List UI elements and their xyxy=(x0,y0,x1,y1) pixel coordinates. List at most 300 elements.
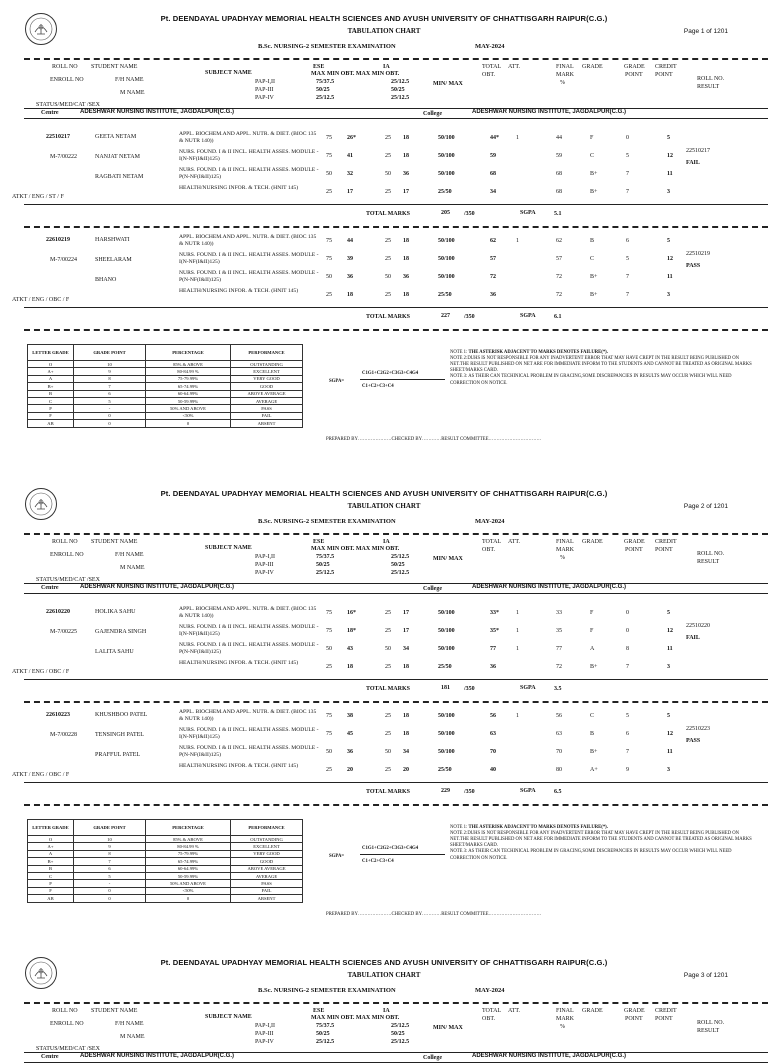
grade-point: 8 xyxy=(626,646,629,652)
centre-rule xyxy=(24,593,768,594)
enroll-no-header: ENROLL NO xyxy=(50,552,84,558)
credit-point: 11 xyxy=(667,171,673,177)
paper-label: PAP-IV xyxy=(255,95,274,101)
ia-header: IA xyxy=(383,1008,390,1014)
ia-max-marks: 25 xyxy=(385,628,391,634)
ese-max-marks: 75 xyxy=(326,610,332,616)
exam-name: B.Sc. NURSING-2 SEMESTER EXAMINATION xyxy=(258,987,396,994)
college-name: ADESHWAR NURSING INSTITUTE, JAGDALPUR(C.G.) xyxy=(472,109,627,115)
legend-row xyxy=(28,383,303,390)
total-obtained-marks: 33* xyxy=(490,610,499,616)
sgpa-formula-numerator: C1G1+C2G2+C3G3+C4G4 xyxy=(362,846,419,851)
sgpa-formula-denominator: C1+C2+C3+C4 xyxy=(362,384,394,389)
note-label: NOTE 1: xyxy=(450,350,468,355)
credit-point: 12 xyxy=(667,256,673,262)
college-name: ADESHWAR NURSING INSTITUTE, JAGDALPUR(C.G.) xyxy=(472,1053,627,1059)
legend-cell: F xyxy=(28,412,74,419)
ese-obtained-marks: 18* xyxy=(347,628,356,634)
student-name: GEETA NETAM xyxy=(95,134,137,140)
ese-obtained-marks: 36 xyxy=(347,274,353,280)
total-obtained-marks: 56 xyxy=(490,713,496,719)
student-enroll-no: M-7/00225 xyxy=(50,629,77,635)
legend-cell: 8 xyxy=(74,850,146,857)
ese-max-marks: 25 xyxy=(326,664,332,670)
tabulation-chart-title: TABULATION CHART xyxy=(347,971,421,979)
legend-cell: 80-84.99 % xyxy=(146,368,231,375)
ia-obtained-marks: 18 xyxy=(403,292,409,298)
paper-ese-range: 75/37.5 xyxy=(316,1023,335,1029)
mark-header: MARK xyxy=(556,547,575,553)
note-paragraph xyxy=(450,849,755,861)
subject-name: NURS. FOUND. I & II INCL. HEALTH ASSES. MODULE -P(N-NF(I&II)125) xyxy=(179,642,319,655)
ese-obtained-marks: 38 xyxy=(347,713,353,719)
legend-cell: VERY GOOD xyxy=(231,375,303,382)
subject-name: NURS. FOUND. I & II INCL. HEALTH ASSES. MODULE -I(N-NF(I&II)125) xyxy=(179,252,319,265)
legend-cell: OUTSTANDING xyxy=(231,836,303,843)
centre-name: ADESHWAR NURSING INSTITUTE, JAGDALPUR(C.G.) xyxy=(80,1053,235,1059)
legend-cell: - xyxy=(74,880,146,887)
roll-no-header: ROLL NO xyxy=(52,64,78,70)
father-name: NANJAT NETAM xyxy=(95,154,140,160)
final-header: FINAL xyxy=(556,539,574,545)
note-text: NOTE 2:DUHS IS NOT RESPONSIBLE FOR ANY INADVERTENT ERROR THAT MAY HAVE CREPT IN THE RESULT BEING PUBLISHED ON NET.THE RESULT PUBLISHED ON NET ARE FOR IMMEDIATE INFORM TO THE STUDENTS AND CANNOT BE TREATED AS ORIGINAL MARKS SHEET/MARKS CARD. xyxy=(450,356,752,374)
paper-ia-range: 25/12.5 xyxy=(391,554,410,560)
subject-name: APPL. BIOCHEM.AND APPL. NUTR. & DIET. (BIOC 135 & NUTR 140)) xyxy=(179,606,317,619)
ia-header: IA xyxy=(383,64,390,70)
total-marks-value: 181 xyxy=(441,685,450,691)
legend-cell: 0 xyxy=(146,420,231,427)
legend-row xyxy=(28,420,303,427)
min-max-marks: 50/100 xyxy=(438,628,455,634)
legend-cell: A xyxy=(28,375,74,382)
ia-max-marks: 50 xyxy=(385,749,391,755)
total-marks-label: TOTAL MARKS xyxy=(366,314,410,320)
legend-cell: A xyxy=(28,850,74,857)
legend-cell: 7 xyxy=(74,383,146,390)
legend-cell: B+ xyxy=(28,858,74,865)
legend-cell: ABSENT xyxy=(231,420,303,427)
pct-header: % xyxy=(560,555,565,561)
subject-name-header: SUBJECT NAME xyxy=(205,545,252,551)
legend-cell: 0 xyxy=(74,420,146,427)
ese-max-marks: 50 xyxy=(326,646,332,652)
result-status: PASS xyxy=(686,738,701,744)
sgpa-value: 6.5 xyxy=(554,789,562,795)
ia-max-marks: 25 xyxy=(385,153,391,159)
legend-cell: 50% AND ABOVE xyxy=(146,880,231,887)
final-header: FINAL xyxy=(556,64,574,70)
grade-point: 7 xyxy=(626,664,629,670)
legend-cell: 50% AND ABOVE xyxy=(146,405,231,412)
credit-point: 11 xyxy=(667,646,673,652)
father-name: GAJENDRA SINGH xyxy=(95,629,147,635)
university-name: Pt. DEENDAYAL UPADHYAY MEMORIAL HEALTH SCIENCES AND AYUSH UNIVERSITY OF CHHATTISGARH RAIPUR(C.G.) xyxy=(160,958,608,967)
ia-obtained-marks: 18 xyxy=(403,731,409,737)
legend-row xyxy=(28,850,303,857)
att-header: ATT. xyxy=(508,539,521,545)
legend-cell: 80-84.99 % xyxy=(146,843,231,850)
ia-obtained-marks: 18 xyxy=(403,713,409,719)
ia-max-marks: 25 xyxy=(385,189,391,195)
paper-label: PAP-I,II xyxy=(255,1023,275,1029)
subject-name: HEALTH/NURSING INFOR. & TECH. (HNIT 145) xyxy=(179,288,299,294)
min-max-marks: 25/50 xyxy=(438,292,452,298)
ia-obtained-marks: 36 xyxy=(403,171,409,177)
paper-ia-range: 25/12.5 xyxy=(391,1039,410,1045)
result-header: RESULT xyxy=(697,1028,720,1034)
ia-max-marks: 25 xyxy=(385,767,391,773)
subject-name: HEALTH/NURSING INFOR. & TECH. (HNIT 145) xyxy=(179,185,299,191)
legend-cell: 0 xyxy=(146,895,231,902)
note-paragraph xyxy=(450,374,755,386)
grade: B+ xyxy=(590,274,598,280)
paper-label: PAP-I,II xyxy=(255,79,275,85)
grade-point: 6 xyxy=(626,731,629,737)
min-max-marks: 25/50 xyxy=(438,767,452,773)
fh-name-header: F/H NAME xyxy=(115,1021,144,1027)
legend-row xyxy=(28,397,303,404)
ese-obtained-marks: 18 xyxy=(347,292,353,298)
total-obtained-marks: 34 xyxy=(490,189,496,195)
attempt-count: 1 xyxy=(516,238,519,244)
sgpa-label: SGPA xyxy=(520,313,536,319)
legend-cell: O xyxy=(28,836,74,843)
grade: F xyxy=(590,610,594,616)
grade: F xyxy=(590,628,594,634)
legend-cell: 60-64.99% xyxy=(146,865,231,872)
total-marks-max: /350 xyxy=(464,789,475,795)
student-status: ATKT / ENG / OBC / F xyxy=(12,669,70,675)
student-name: HARSHWATI xyxy=(95,237,130,243)
subject-name: NURS. FOUND. I & II INCL. HEALTH ASSES. MODULE -I(N-NF(I&II)125) xyxy=(179,727,319,740)
enroll-no-header: ENROLL NO xyxy=(50,1021,84,1027)
final-mark-percent: 80 xyxy=(556,767,562,773)
total-obtained-marks: 70 xyxy=(490,749,496,755)
total-header: TOTAL xyxy=(482,64,502,70)
ia-max-marks: 25 xyxy=(385,731,391,737)
signatures-line: PREPARED BY…………………CHECKED BY…………RESULT COMMITTEE…………………………… xyxy=(326,437,542,442)
min-max-marks: 50/100 xyxy=(438,646,455,652)
student-divider xyxy=(24,329,768,331)
ia-max-marks: 50 xyxy=(385,171,391,177)
mother-name: LALITA SAHU xyxy=(95,649,134,655)
ia-max-marks: 25 xyxy=(385,292,391,298)
legend-cell: PASS xyxy=(231,880,303,887)
ia-obtained-marks: 18 xyxy=(403,238,409,244)
grade-header: GRADE xyxy=(582,539,603,545)
paper-label: PAP-IV xyxy=(255,570,274,576)
student-name: KHUSHBOO PATEL xyxy=(95,712,148,718)
sgpa-value: 5.1 xyxy=(554,211,562,217)
total-obtained-marks: 44* xyxy=(490,135,499,141)
mark-header: MARK xyxy=(556,72,575,78)
total-obtained-marks: 62 xyxy=(490,238,496,244)
min-max-marks: 50/100 xyxy=(438,238,455,244)
obt-header: OBT. xyxy=(482,1016,496,1022)
student-enroll-no: M-7/00228 xyxy=(50,732,77,738)
ese-obtained-marks: 45 xyxy=(347,731,353,737)
sgpa-label: SGPA xyxy=(520,788,536,794)
legend-cell: 65-74.99% xyxy=(146,858,231,865)
ese-obtained-marks: 26* xyxy=(347,135,356,141)
ese-max-marks: 50 xyxy=(326,171,332,177)
min-max-marks: 50/100 xyxy=(438,153,455,159)
mother-name: RAGBATI NETAM xyxy=(95,174,144,180)
legend-cell: 85% & ABOVE xyxy=(146,361,231,368)
total-marks-label: TOTAL MARKS xyxy=(366,686,410,692)
total-marks-value: 227 xyxy=(441,313,450,319)
legend-cell: B xyxy=(28,390,74,397)
min-max-header: MIN/ MAX xyxy=(433,81,463,87)
grade-point: 6 xyxy=(626,238,629,244)
legend-cell: FAIL xyxy=(231,887,303,894)
legend-cell: 65-74.99% xyxy=(146,383,231,390)
attempt-count: 1 xyxy=(516,628,519,634)
min-max-header: MIN/ MAX xyxy=(433,556,463,562)
grade-point: 5 xyxy=(626,153,629,159)
ese-obtained-marks: 17 xyxy=(347,189,353,195)
legend-cell: AB xyxy=(28,895,74,902)
max-min-header: MAX MIN OBT. MAX MIN OBT. xyxy=(311,546,400,552)
credit-header: CREDIT xyxy=(655,1008,677,1014)
university-name: Pt. DEENDAYAL UPADHYAY MEMORIAL HEALTH SCIENCES AND AYUSH UNIVERSITY OF CHHATTISGARH RAIPUR(C.G.) xyxy=(160,489,608,498)
max-min-header: MAX MIN OBT. MAX MIN OBT. xyxy=(311,71,400,77)
grade-point-header-2: POINT xyxy=(625,1016,643,1022)
m-name-header: M NAME xyxy=(120,90,145,96)
legend-cell: 7 xyxy=(74,858,146,865)
ia-max-marks: 25 xyxy=(385,610,391,616)
father-name: SHEELARAM xyxy=(95,257,132,263)
subject-name: NURS. FOUND. I & II INCL. HEALTH ASSES. MODULE -P(N-NF(I&II)125) xyxy=(179,167,319,180)
student-name: HOLIKA SAHU xyxy=(95,609,136,615)
centre-label: Centre xyxy=(41,110,59,116)
sgpa-formula-label: SGPA= xyxy=(329,854,345,859)
exam-name: B.Sc. NURSING-2 SEMESTER EXAMINATION xyxy=(258,43,396,50)
ese-obtained-marks: 43 xyxy=(347,646,353,652)
credit-point: 3 xyxy=(667,664,670,670)
legend-row xyxy=(28,865,303,872)
att-header: ATT. xyxy=(508,64,521,70)
header-top-rule xyxy=(24,1002,768,1004)
total-rule xyxy=(24,307,768,308)
legend-header-cell: PERCENTAGE xyxy=(146,820,231,836)
subject-name: NURS. FOUND. I & II INCL. HEALTH ASSES. MODULE -I(N-NF(I&II)125) xyxy=(179,149,319,162)
final-mark-percent: 56 xyxy=(556,713,562,719)
total-obtained-marks: 40 xyxy=(490,767,496,773)
final-mark-percent: 57 xyxy=(556,256,562,262)
legend-row xyxy=(28,368,303,375)
sgpa-formula-numerator: C1G1+C2G2+C3G3+C4G4 xyxy=(362,371,419,376)
ia-obtained-marks: 20 xyxy=(403,767,409,773)
header-top-rule xyxy=(24,58,768,60)
grade-point: 7 xyxy=(626,171,629,177)
legend-header-cell: LETTER GRADE xyxy=(28,820,74,836)
subject-name: APPL. BIOCHEM.AND APPL. NUTR. & DIET. (BIOC 135 & NUTR 140)) xyxy=(179,131,317,144)
paper-ese-range: 25/12.5 xyxy=(316,570,335,576)
student-roll-no: 22610220 xyxy=(46,609,70,615)
max-min-header: MAX MIN OBT. MAX MIN OBT. xyxy=(311,1015,400,1021)
note-text: THE ASTERISK ADJACENT TO MARKS DENOTES FAILURE(*). xyxy=(468,350,608,355)
attempt-count: 1 xyxy=(516,713,519,719)
total-header: TOTAL xyxy=(482,1008,502,1014)
final-mark-percent: 68 xyxy=(556,171,562,177)
roll-no-result-header: ROLL NO. xyxy=(697,76,725,82)
student-roll-no: 22510217 xyxy=(46,134,70,140)
enroll-no-header: ENROLL NO xyxy=(50,77,84,83)
pct-header: % xyxy=(560,1024,565,1030)
legend-cell: AVERAGE xyxy=(231,872,303,879)
exam-session: MAY-2024 xyxy=(475,518,505,525)
total-obtained-marks: 36 xyxy=(490,292,496,298)
legend-cell: B xyxy=(28,865,74,872)
centre-rule xyxy=(24,118,768,119)
student-roll-no: 22610223 xyxy=(46,712,70,718)
exam-session: MAY-2024 xyxy=(475,987,505,994)
final-mark-percent: 72 xyxy=(556,664,562,670)
grade-point: 9 xyxy=(626,767,629,773)
total-marks-max: /350 xyxy=(464,314,475,320)
legend-cell: GOOD xyxy=(231,858,303,865)
paper-ese-range: 75/37.5 xyxy=(316,554,335,560)
legend-cell: 0 xyxy=(74,412,146,419)
paper-label: PAP-I,II xyxy=(255,554,275,560)
legend-row xyxy=(28,361,303,368)
student-status: ATKT / ENG / ST / F xyxy=(12,194,64,200)
legend-cell: OUTSTANDING xyxy=(231,361,303,368)
subject-name: NURS. FOUND. I & II INCL. HEALTH ASSES. MODULE -P(N-NF(I&II)125) xyxy=(179,270,319,283)
total-header: TOTAL xyxy=(482,539,502,545)
result-notes xyxy=(450,825,755,862)
final-mark-percent: 72 xyxy=(556,274,562,280)
ia-obtained-marks: 18 xyxy=(403,135,409,141)
grade: A+ xyxy=(590,767,598,773)
college-label: College xyxy=(423,586,442,592)
sgpa-label: SGPA xyxy=(520,685,536,691)
legend-cell: 0 xyxy=(74,895,146,902)
legend-cell: C xyxy=(28,397,74,404)
ese-max-marks: 25 xyxy=(326,189,332,195)
ese-obtained-marks: 32 xyxy=(347,171,353,177)
final-mark-percent: 77 xyxy=(556,646,562,652)
legend-cell: <50% xyxy=(146,412,231,419)
subject-name: HEALTH/NURSING INFOR. & TECH. (HNIT 145) xyxy=(179,763,299,769)
status-header: STATUS/MED/CAT /SEX xyxy=(36,102,100,108)
credit-point-header: POINT xyxy=(655,547,673,553)
legend-cell: 85% & ABOVE xyxy=(146,836,231,843)
ia-max-marks: 25 xyxy=(385,664,391,670)
legend-cell: 5 xyxy=(74,872,146,879)
legend-cell: <50% xyxy=(146,887,231,894)
student-name-header: STUDENT NAME xyxy=(91,64,138,70)
grade-legend-table xyxy=(27,819,303,903)
father-name: TENSINGH PATEL xyxy=(95,732,144,738)
legend-cell: ABSENT xyxy=(231,895,303,902)
legend-header-cell: GRADE POINT xyxy=(74,345,146,361)
grade-point-header-1: GRADE xyxy=(624,539,645,545)
credit-header: CREDIT xyxy=(655,539,677,545)
paper-ese-range: 50/25 xyxy=(316,1031,330,1037)
legend-row xyxy=(28,895,303,902)
total-marks-value: 205 xyxy=(441,210,450,216)
legend-cell: FAIL xyxy=(231,412,303,419)
credit-point: 5 xyxy=(667,610,670,616)
paper-ia-range: 25/12.5 xyxy=(391,1023,410,1029)
ese-obtained-marks: 20 xyxy=(347,767,353,773)
ia-max-marks: 25 xyxy=(385,238,391,244)
ese-max-marks: 75 xyxy=(326,713,332,719)
legend-cell: 9 xyxy=(74,843,146,850)
m-name-header: M NAME xyxy=(120,565,145,571)
min-max-marks: 50/100 xyxy=(438,256,455,262)
min-max-marks: 50/100 xyxy=(438,171,455,177)
ese-max-marks: 75 xyxy=(326,153,332,159)
mother-name: PRAFFUL PATEL xyxy=(95,752,141,758)
min-max-marks: 50/100 xyxy=(438,713,455,719)
credit-point-header: POINT xyxy=(655,1016,673,1022)
grade: B xyxy=(590,238,595,244)
paper-ese-range: 50/25 xyxy=(316,87,330,93)
paper-ia-range: 25/12.5 xyxy=(391,79,410,85)
total-obtained-marks: 63 xyxy=(490,731,496,737)
result-roll-no: 22510219 xyxy=(686,251,710,257)
ia-obtained-marks: 18 xyxy=(403,256,409,262)
student-divider xyxy=(24,226,768,228)
sgpa-value: 6.1 xyxy=(554,314,562,320)
sgpa-label: SGPA xyxy=(520,210,536,216)
ese-header: ESE xyxy=(313,1008,325,1014)
paper-label: PAP-III xyxy=(255,87,274,93)
ese-max-marks: 75 xyxy=(326,628,332,634)
result-roll-no: 22510223 xyxy=(686,726,710,732)
centre-name: ADESHWAR NURSING INSTITUTE, JAGDALPUR(C.G.) xyxy=(80,584,235,590)
legend-row xyxy=(28,412,303,419)
ia-obtained-marks: 18 xyxy=(403,664,409,670)
legend-cell: 0 xyxy=(74,887,146,894)
paper-ia-range: 50/25 xyxy=(391,1031,405,1037)
min-max-marks: 50/100 xyxy=(438,749,455,755)
result-roll-no: 22510217 xyxy=(686,148,710,154)
result-status: PASS xyxy=(686,263,701,269)
sgpa-formula-denominator: C1+C2+C3+C4 xyxy=(362,859,394,864)
legend-row xyxy=(28,405,303,412)
ia-max-marks: 25 xyxy=(385,713,391,719)
grade: F xyxy=(590,135,594,141)
legend-row xyxy=(28,872,303,879)
student-status: ATKT / ENG / OBC / F xyxy=(12,772,70,778)
grade-point: 5 xyxy=(626,713,629,719)
ia-obtained-marks: 34 xyxy=(403,749,409,755)
paper-label: PAP-III xyxy=(255,1031,274,1037)
result-status: FAIL xyxy=(686,160,700,166)
sgpa-formula-label: SGPA= xyxy=(329,379,345,384)
student-divider xyxy=(24,701,768,703)
legend-row xyxy=(28,858,303,865)
tabulation-chart-title: TABULATION CHART xyxy=(347,27,421,35)
total-marks-label: TOTAL MARKS xyxy=(366,211,410,217)
sgpa-formula-bar xyxy=(360,379,445,380)
legend-row xyxy=(28,843,303,850)
legend-header-cell: PERCENTAGE xyxy=(146,345,231,361)
min-max-marks: 50/100 xyxy=(438,731,455,737)
grade: B+ xyxy=(590,171,598,177)
note-paragraph xyxy=(450,356,755,374)
legend-cell: A+ xyxy=(28,843,74,850)
grade-header: GRADE xyxy=(582,1008,603,1014)
legend-cell: P xyxy=(28,880,74,887)
legend-cell: 10 xyxy=(74,361,146,368)
header-top-rule xyxy=(24,533,768,535)
paper-ia-range: 25/12.5 xyxy=(391,95,410,101)
